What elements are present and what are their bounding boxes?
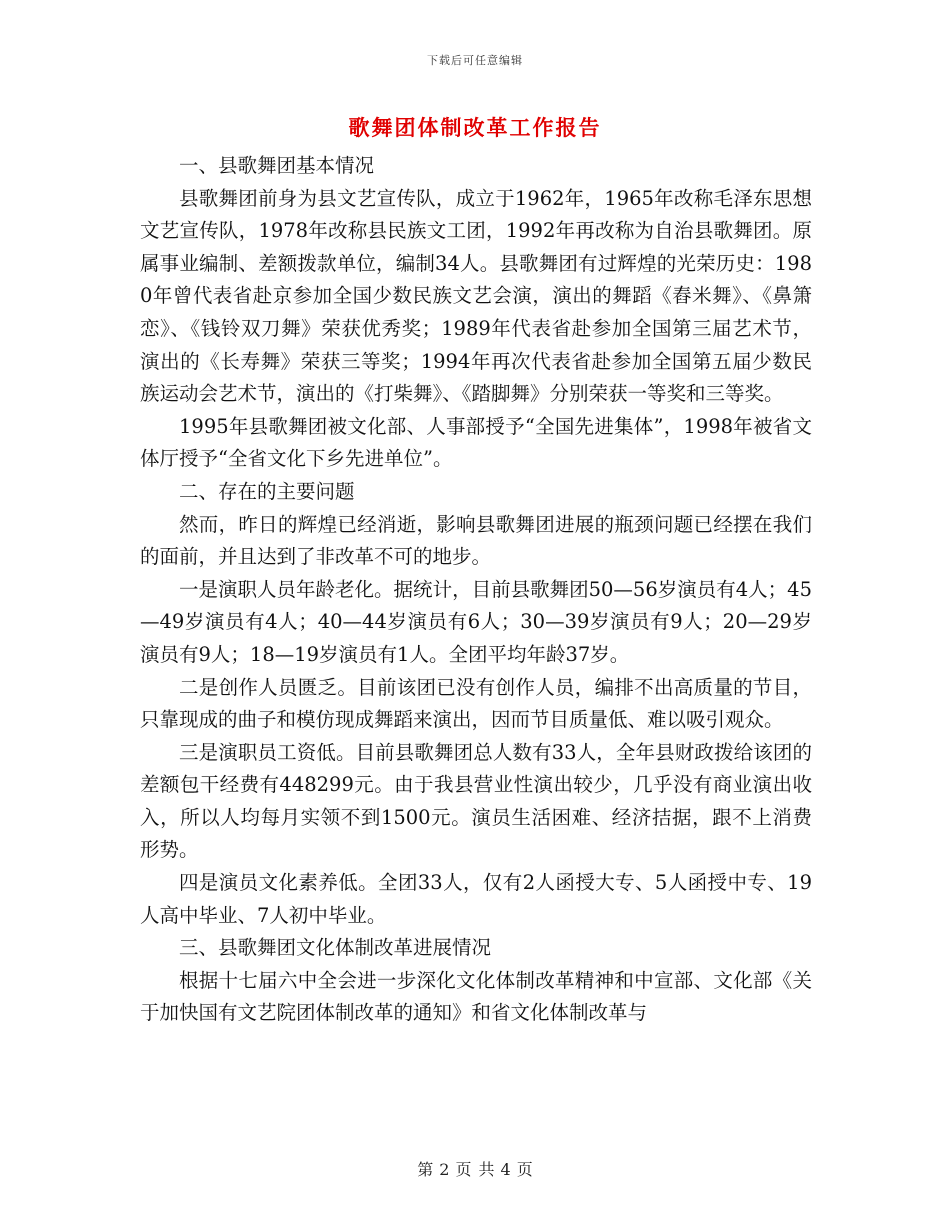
document-title: 歌舞团体制改革工作报告 bbox=[348, 115, 602, 140]
paragraph-problem-age: 一是演职人员年龄老化。据统计，目前县歌舞团50—56岁演员有4人；45—49岁演员有4人；40—44岁演员有6人；30—39岁演员有9人；20—29岁演员有9人；18—19岁演员有1人。全团平均年龄37岁。 bbox=[140, 577, 812, 666]
page-footer bbox=[0, 1157, 950, 1180]
section-heading-1: 一、县歌舞团基本情况 bbox=[179, 154, 375, 177]
paragraph-problems-intro: 然而，昨日的辉煌已经消逝，影响县歌舞团进展的瓶颈问题已经摆在我们的面前，并且达到了非改革不可的地步。 bbox=[140, 512, 812, 569]
footer-page-number: 2 bbox=[439, 1160, 450, 1179]
page-header-note: 下载后可任意编辑 bbox=[427, 54, 523, 67]
paragraph-problem-creators: 二是创作人员匮乏。目前该团已没有创作人员，编排不出高质量的节目，只靠现成的曲子和模仿现成舞蹈来演出，因而节目质量低、难以吸引观众。 bbox=[140, 675, 812, 732]
section-heading-2: 二、存在的主要问题 bbox=[179, 479, 355, 503]
paragraph-honors: 1995年县歌舞团被文化部、人事部授予“全国先进集体”，1998年被省文体厅授予“全省文化下乡先进单位”。 bbox=[140, 414, 812, 471]
paragraph-problem-education: 四是演员文化素养低。全团33人，仅有2人函授大专、5人函授中专、19人高中毕业、7人初中毕业。 bbox=[140, 871, 812, 927]
footer-mid: 页 共 bbox=[455, 1160, 495, 1179]
paragraph-problem-wages: 三是演职员工资低。目前县歌舞团总人数有33人，全年县财政拨给该团的差额包干经费有448299元。由于我县营业性演出较少，几乎没有商业演出收入，所以人均每月实领不到1500元。演员生活困难、经济拮据，跟不上消费形势。 bbox=[140, 740, 812, 862]
footer-prefix: 第 bbox=[417, 1160, 434, 1179]
document-body bbox=[140, 150, 812, 1030]
section-heading-3: 三、县歌舞团文化体制改革进展情况 bbox=[179, 936, 492, 960]
paragraph-reform-progress: 根据十七届六中全会进一步深化文化体制改革精神和中宣部、文化部《关于加快国有文艺院团体制改革的通知》和省文化体制改革与 bbox=[140, 968, 812, 1025]
footer-suffix: 页 bbox=[516, 1160, 533, 1179]
footer-total-pages: 4 bbox=[500, 1160, 511, 1179]
paragraph-history: 县歌舞团前身为县文艺宣传队，成立于1962年，1965年改称毛泽东思想文艺宣传队，1978年改称县民族文工团，1992年再改称为自治县歌舞团。原属事业编制、差额拨款单位，编制34人。县歌舞团有过辉煌的光荣历史：1980年曾代表省赴京参加全国少数民族文艺会演，演出的舞蹈《舂米舞》、《鼻箫恋》、《钱铃双刀舞》荣获优秀奖；1989年代表省赴参加全国第三届艺术节，演出的《长寿舞》荣获三等奖；1994年再次代表省赴参加全国第五届少数民族运动会艺术节，演出的《打柴舞》、《踏脚舞》分别荣获一等奖和三等奖。 bbox=[140, 186, 812, 406]
